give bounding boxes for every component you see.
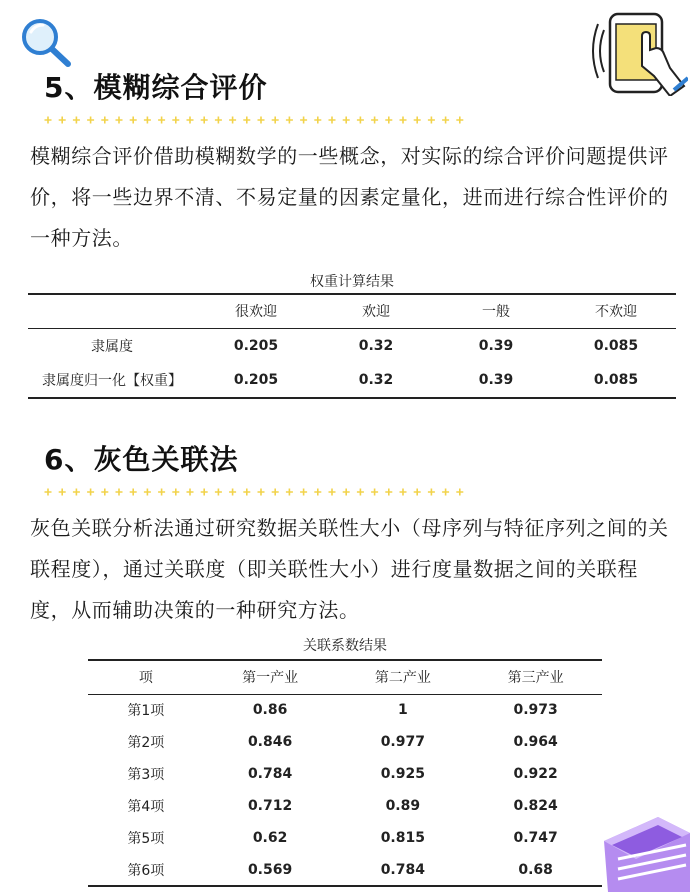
table-cell: 0.32 xyxy=(358,372,394,388)
table-cell: 0.085 xyxy=(593,337,639,354)
column-header: 很欢迎 xyxy=(196,294,316,328)
star-mark xyxy=(258,489,265,496)
star-mark xyxy=(201,117,208,124)
table-cell: 0.964 xyxy=(513,734,558,750)
star-mark xyxy=(116,489,123,496)
star-mark xyxy=(371,117,378,124)
table-cell: 0.32 xyxy=(358,337,394,354)
table-cell: 0.973 xyxy=(513,702,558,719)
table-cell: 0.846 xyxy=(247,734,293,750)
star-mark xyxy=(414,489,421,496)
star-mark xyxy=(258,117,265,124)
table-cell: 0.824 xyxy=(513,798,558,814)
table-cell: 0.569 xyxy=(247,861,293,878)
table-cell: 0.922 xyxy=(513,766,558,782)
section-6-heading: 6、灰色关联法 xyxy=(44,443,239,476)
magnifier-icon xyxy=(18,16,76,70)
row-label: 隶属度归一化【权重】 xyxy=(42,373,182,389)
star-mark xyxy=(371,489,378,496)
star-mark xyxy=(456,117,463,124)
star-mark xyxy=(314,117,321,124)
star-divider xyxy=(44,487,464,497)
section-5-heading: 5、模糊综合评价 xyxy=(44,71,268,104)
star-mark xyxy=(215,489,222,496)
table-cell: 1 xyxy=(397,702,408,719)
row-label: 第6项 xyxy=(127,862,165,879)
star-mark xyxy=(130,117,137,124)
star-mark xyxy=(300,489,307,496)
row-label: 第4项 xyxy=(127,799,165,815)
star-mark xyxy=(229,489,236,496)
star-mark xyxy=(314,489,321,496)
row-label: 第3项 xyxy=(127,767,165,783)
table-cell: 0.62 xyxy=(252,830,288,846)
star-mark xyxy=(400,117,407,124)
star-mark xyxy=(385,489,392,496)
star-mark xyxy=(272,489,279,496)
table-row xyxy=(88,694,602,726)
correlation-table xyxy=(88,659,602,887)
star-mark xyxy=(243,117,250,124)
star-mark xyxy=(442,489,449,496)
table-cell: 0.712 xyxy=(247,798,293,814)
star-mark xyxy=(243,489,250,496)
star-mark xyxy=(158,117,165,124)
table-cell: 0.205 xyxy=(233,337,279,354)
star-mark xyxy=(87,117,94,124)
column-header: 一般 xyxy=(436,294,556,328)
table-cell: 0.68 xyxy=(518,861,553,878)
star-mark xyxy=(45,117,52,124)
star-mark xyxy=(59,489,66,496)
row-label: 隶属度 xyxy=(91,338,133,355)
table-header-row xyxy=(28,294,676,328)
table-caption: 关联系数结果 xyxy=(303,638,387,654)
star-mark xyxy=(300,117,307,124)
table-header-row xyxy=(88,660,602,694)
star-mark xyxy=(456,489,463,496)
table-cell: 0.86 xyxy=(252,702,288,719)
table-row xyxy=(88,854,602,886)
star-mark xyxy=(144,489,151,496)
column-header: 第三产业 xyxy=(469,660,602,694)
table-row xyxy=(88,822,602,854)
star-mark xyxy=(87,489,94,496)
column-header: 第一产业 xyxy=(204,660,337,694)
column-header: 项 xyxy=(88,660,204,694)
star-mark xyxy=(286,489,293,496)
star-mark xyxy=(73,117,80,124)
table-row xyxy=(28,328,676,363)
star-mark xyxy=(428,489,435,496)
table-cell: 0.784 xyxy=(247,766,293,782)
table-cell: 0.39 xyxy=(478,337,514,354)
star-mark xyxy=(428,117,435,124)
star-divider xyxy=(44,115,464,125)
table-cell: 0.977 xyxy=(380,734,425,750)
star-mark xyxy=(187,489,194,496)
star-mark xyxy=(45,489,52,496)
star-mark xyxy=(357,117,364,124)
star-mark xyxy=(101,489,108,496)
row-label: 第5项 xyxy=(127,831,165,847)
row-label: 第2项 xyxy=(127,735,165,751)
column-header: 不欢迎 xyxy=(556,294,676,328)
star-mark xyxy=(329,117,336,124)
star-mark xyxy=(400,489,407,496)
section-5-paragraph: 模糊综合评价借助模糊数学的一些概念，对实际的综合评价问题提供评价，将一些边界不清、不易定量的因素定量化，进而进行综合性评价的一种方法。 xyxy=(30,144,669,250)
column-header: 第二产业 xyxy=(336,660,469,694)
star-mark xyxy=(172,489,179,496)
phone-touch-icon xyxy=(584,6,688,96)
table-cell: 0.925 xyxy=(380,766,425,782)
star-mark xyxy=(357,489,364,496)
row-label: 第1项 xyxy=(127,703,165,720)
table-cell: 0.784 xyxy=(380,861,425,878)
star-mark xyxy=(343,117,350,124)
table-caption: 权重计算结果 xyxy=(310,274,394,290)
star-mark xyxy=(272,117,279,124)
star-mark xyxy=(116,117,123,124)
table-cell: 0.39 xyxy=(478,372,514,388)
table-row xyxy=(88,758,602,790)
table-cell: 0.89 xyxy=(385,798,421,814)
star-mark xyxy=(442,117,449,124)
section-6-paragraph: 灰色关联分析法通过研究数据关联性大小（母序列与特征序列之间的关联程度），通过关联度（即关联性大小）进行度量数据之间的关联程度，从而辅助决策的一种研究方法。 xyxy=(30,516,669,622)
table-row xyxy=(28,363,676,398)
column-header xyxy=(28,294,196,328)
star-mark xyxy=(172,117,179,124)
table-cell: 0.747 xyxy=(513,830,558,846)
star-mark xyxy=(343,489,350,496)
table-cell: 0.085 xyxy=(593,372,639,388)
star-mark xyxy=(414,117,421,124)
star-mark xyxy=(144,117,151,124)
star-mark xyxy=(59,117,66,124)
table-row xyxy=(88,790,602,822)
star-mark xyxy=(187,117,194,124)
table-row xyxy=(88,726,602,758)
star-mark xyxy=(201,489,208,496)
star-mark xyxy=(329,489,336,496)
star-mark xyxy=(101,117,108,124)
table-cell: 0.815 xyxy=(380,830,425,846)
star-mark xyxy=(286,117,293,124)
star-mark xyxy=(385,117,392,124)
star-mark xyxy=(215,117,222,124)
star-mark xyxy=(229,117,236,124)
weight-table xyxy=(28,293,676,399)
star-mark xyxy=(158,489,165,496)
column-header: 欢迎 xyxy=(316,294,436,328)
star-mark xyxy=(130,489,137,496)
isometric-device-icon xyxy=(598,815,690,892)
table-cell: 0.205 xyxy=(233,372,279,388)
star-mark xyxy=(73,489,80,496)
